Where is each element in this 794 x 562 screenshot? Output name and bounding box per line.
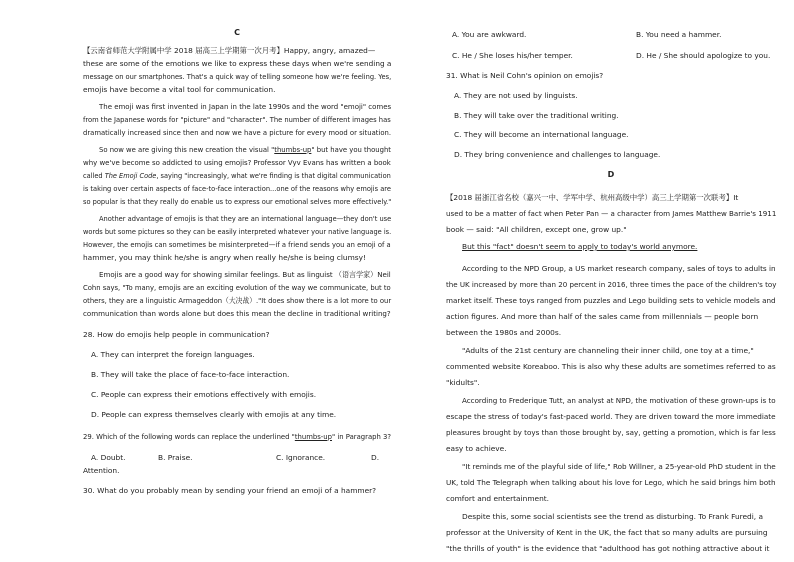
passage-c-line: emojis have become a vital tool for communication. [83, 85, 276, 94]
passage-d-line: "the thrills of youth" is the evidence that "adulthood has got nothing attractive about it [446, 544, 770, 553]
option-29-c[interactable]: C. Ignorance. [276, 453, 326, 462]
question-29 [83, 432, 391, 442]
passage-d-line: "Adults of the 21st century are channeling their inner child, one toy at a time," [462, 346, 754, 355]
text-segment: " in Paragraph 3? [331, 432, 392, 441]
text-segment: So now we are giving this new creation the visual " [99, 145, 275, 154]
question-28: 28. How do emojis help people in communication? [83, 330, 270, 339]
passage-c-line: communication than words alone but does this mean the decline in traditional writing? [83, 309, 391, 318]
option-31-a[interactable]: A. They are not used by linguists. [454, 91, 578, 100]
text-segment: 29. Which of the following words can replace the underlined " [83, 432, 295, 441]
passage-d-line: used to be a matter of fact when Peter Pan — a character from James Matthew Barrie's 1911 [446, 209, 777, 218]
passage-c-line: 【云南省师范大学附属中学 2018 届高三上学期第一次月考】Happy, angry, amazed— [83, 46, 376, 55]
option-30-b[interactable]: B. You need a hammer. [636, 30, 722, 39]
section-heading-c: C [234, 28, 240, 37]
option-30-a[interactable]: A. You are awkward. [452, 30, 527, 39]
passage-d-line: commented website Koreaboo. This is also why these adults are sometimes referred to as [446, 362, 776, 371]
option-28-b[interactable]: B. They will take the place of face-to-face interaction. [91, 370, 290, 379]
option-31-c[interactable]: C. They will become an international language. [454, 130, 629, 139]
passage-c-line: words but some pictures so they can be easily interpreted whatever your native language is. [83, 227, 392, 236]
option-31-d[interactable]: D. They bring convenience and challenges to language. [454, 150, 661, 159]
option-29-d[interactable]: D. [371, 453, 380, 462]
passage-d-line: professor at the University of Kent in the UK, the fact that so many adults are pursuing [446, 528, 768, 537]
option-29-b[interactable]: B. Praise. [158, 453, 193, 462]
passage-d-line: Despite this, some social scientists see the trend as disturbing. To Frank Furedi, a [462, 512, 764, 521]
question-31: 31. What is Neil Cohn's opinion on emojis? [446, 71, 604, 80]
option-28-a[interactable]: A. They can interpret the foreign languages. [91, 350, 255, 359]
passage-c-line: is taking over certain aspects of face-to-face interaction...one of the reasons why emojis are [83, 184, 391, 193]
underlined-thumbs-up: thumbs-up [294, 432, 332, 441]
option-30-c[interactable]: C. He / She loses his/her temper. [452, 51, 573, 60]
option-28-d[interactable]: D. People can express themselves clearly with emojis at any time. [91, 410, 337, 419]
passage-c-line: Cohn says, "To many, emojis are an exciting evolution of the way we communicate, but to [83, 283, 391, 292]
passage-d-line: book — said: "All children, except one, grow up." [446, 225, 627, 234]
passage-c-line: from the Japanese words for "picture" and "character". The number of different images has [83, 115, 391, 124]
passage-c-line: why we've become so addicted to using emojis? Professor Vyv Evans has written a book [83, 158, 391, 167]
passage-d-line: 【2018 届浙江省名校（嘉兴一中、学军中学、杭州高级中学）高三上学期第一次联考】It [446, 193, 739, 202]
passage-d-line: escape the stress of today's fast-paced world. They are driven toward the more immediate [446, 412, 776, 421]
option-29-a[interactable]: A. Doubt. [91, 453, 126, 462]
option-31-b[interactable]: B. They will take over the traditional writing. [454, 111, 619, 120]
text-segment: , saying "increasingly, what we're finding is that digital communication [156, 171, 391, 180]
passage-c-line: However, the emojis can sometimes be misinterpreted—if a friend sends you an emoji of a [83, 240, 391, 249]
passage-c-line: dramatically increased since then and now we have a picture for every mood or situation. [83, 128, 392, 137]
passage-c-line: hammer, you may think he/she is angry when really he/she is being clumsy! [83, 253, 366, 262]
passage-d-line: action figures. And more than half of the sales came from millennials — people born [446, 312, 759, 321]
passage-d-line: According to the NPD Group, a US market research company, sales of toys to adults in [462, 264, 776, 273]
passage-d-line: market itself. These toys ranged from puzzles and Lego building sets to vehicle models and [446, 296, 776, 305]
passage-c-line: Another advantage of emojis is that they are an international language—they don't use [99, 214, 392, 223]
passage-c-line: The emoji was first invented in Japan in the late 1990s and the word "emoji" comes [99, 102, 392, 111]
underlined-thumbs-up: thumbs-up [274, 145, 312, 154]
passage-c-line: so popular is that they really do enable us to express our emotional selves more effectively." [83, 197, 392, 206]
section-heading-d: D [607, 170, 615, 179]
passage-c-line: others, they are a linguistic Armageddon（大决战）."It does show there is a lot more to our [83, 296, 392, 305]
passage-c-line [83, 171, 391, 181]
passage-c-line [99, 145, 391, 155]
passage-d-line: UK, told The Telegraph when talking about his love for Lego, which he said brings him both [446, 478, 776, 487]
passage-c-line: these are some of the emotions we like to express these days when we're sending a [83, 59, 392, 68]
book-title: The Emoji Code [104, 171, 157, 180]
passage-d-line: "kidults". [446, 378, 480, 387]
question-30: 30. What do you probably mean by sending your friend an emoji of a hammer? [83, 486, 377, 495]
passage-d-line: between the 1980s and 2000s. [446, 328, 562, 337]
passage-d-line: According to Frederique Tutt, an analyst at NPD, the motivation of these grown-ups is to [462, 396, 776, 405]
passage-c-line: Emojis are a good way for showing similar feelings. But as linguist （语言学家）Neil [99, 270, 391, 279]
underlined-sentence: But this "fact" doesn't seem to apply to today's world anymore. [462, 242, 698, 251]
passage-d-line: "It reminds me of the playful side of life," Rob Willner, a 25-year-old PhD student in the [462, 462, 776, 471]
option-28-c[interactable]: C. People can express their emotions effectively with emojis. [91, 390, 317, 399]
text-segment: called [83, 171, 105, 180]
option-30-d[interactable]: D. He / She should apologize to you. [636, 51, 771, 60]
passage-d-line: comfort and entertainment. [446, 494, 550, 503]
passage-c-line: message on our smartphones. That's a quick way of telling someone how we're feeling. Yes, [83, 72, 392, 81]
text-segment: " but have you thought [311, 145, 391, 154]
option-29-d-text[interactable]: Attention. [83, 466, 120, 475]
passage-d-line: pleasures brought by toys than those brought by, say, getting a promotion, which is far less [446, 428, 776, 437]
passage-d-line: easy to achieve. [446, 444, 507, 453]
passage-d-line: the UK increased by more than 20 percent in 2016, three times the pace of the children's toy [446, 280, 777, 289]
